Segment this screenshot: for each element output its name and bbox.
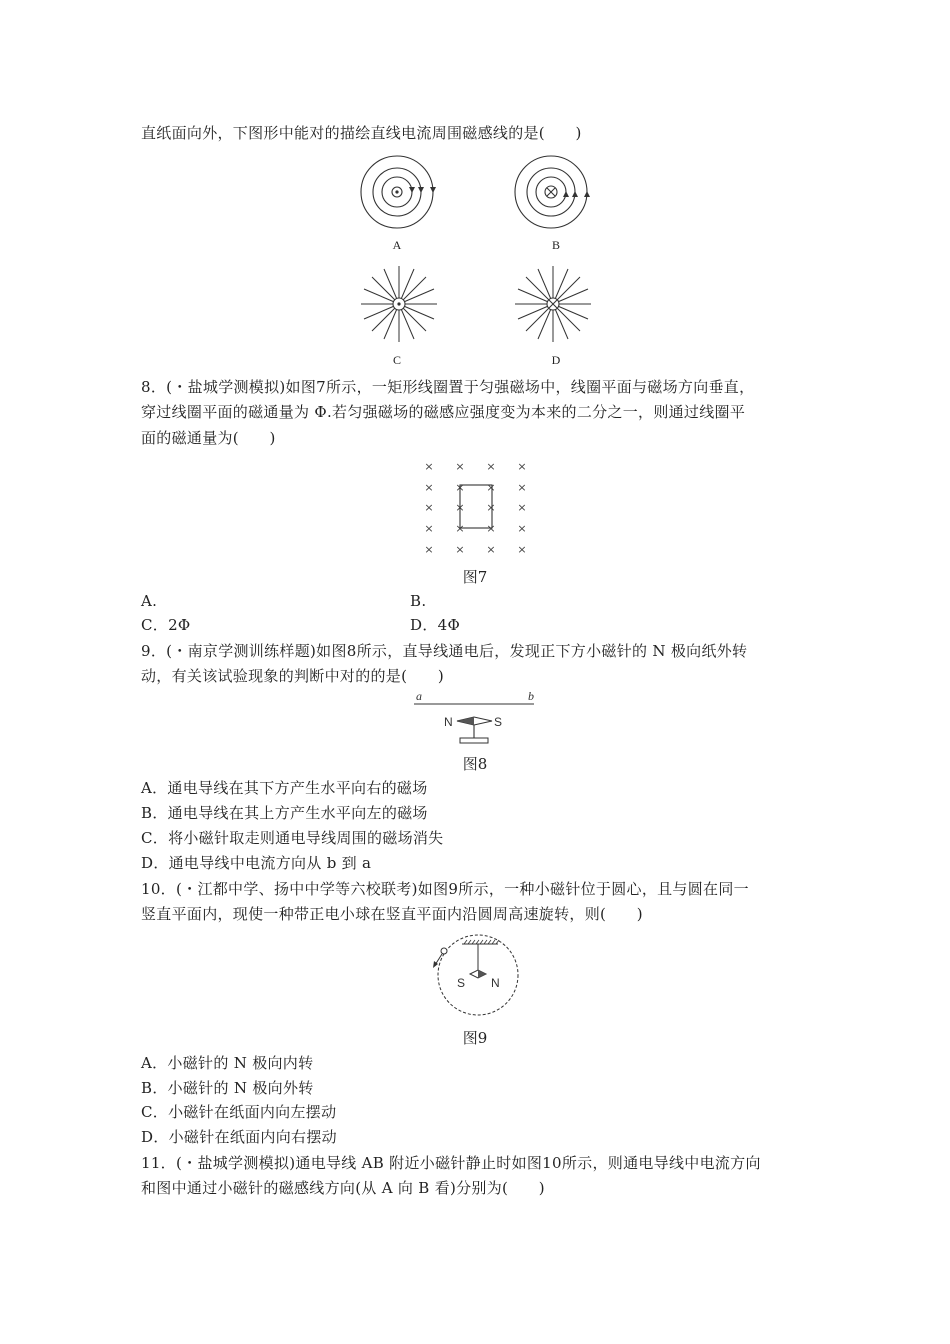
svg-text:×: ×	[486, 501, 496, 514]
option-b-caption: B	[551, 238, 560, 252]
svg-text:×: ×	[424, 501, 434, 514]
figure-7-caption: 图7	[462, 568, 488, 586]
svg-text:×: ×	[517, 543, 527, 556]
q8-line-2: 穿过线圈平面的磁通量为 Φ.若匀强磁场的磁感应强度变为本来的二分之一，则通过线圈平	[141, 403, 746, 421]
q11-line-1: 11．(・盐城学测模拟)通电导线 AB 附近小磁针静止时如图10所示，则通电导线中电流方向	[141, 1154, 761, 1172]
svg-text:×: ×	[424, 460, 434, 473]
figure-9-caption: 图9	[462, 1029, 488, 1047]
svg-text:×: ×	[486, 543, 496, 556]
figure-8-caption: 图8	[462, 755, 488, 773]
svg-text:×: ×	[424, 481, 434, 494]
figure-9-circle-needle	[430, 932, 522, 1018]
q9-option-c: C．将小磁针取走则通电导线周围的磁场消失	[141, 829, 444, 847]
intro-line: 直纸面向外，下图形中能对的描绘直线电流周围磁感线的是( )	[141, 124, 582, 142]
svg-text:×: ×	[455, 543, 465, 556]
svg-text:×: ×	[424, 522, 434, 535]
q10-line-2: 竖直平面内，现使一种带正电小球在竖直平面内沿圆周高速旋转，则( )	[141, 905, 643, 923]
wire-label-b: b	[528, 689, 534, 703]
svg-text:×: ×	[455, 501, 465, 514]
figure-option-c	[357, 262, 441, 346]
figure-7-magnetic-field-coil	[420, 458, 532, 558]
svg-text:×: ×	[455, 481, 465, 494]
needle-n-label: N	[491, 976, 500, 990]
svg-text:×: ×	[517, 460, 527, 473]
q8-line-1: 8．(・盐城学测模拟)如图7所示，一矩形线圈置于匀强磁场中，线圈平面与磁场方向垂直，	[141, 378, 755, 396]
q9-option-a: A．通电导线在其下方产生水平向右的磁场	[141, 779, 428, 797]
option-d-caption: D	[551, 353, 561, 367]
q9-option-b: B．通电导线在其上方产生水平向左的磁场	[141, 804, 428, 822]
q9-line-2: 动，有关该试验现象的判断中对的的是( )	[141, 667, 445, 685]
needle-n-label: N	[444, 715, 453, 729]
q10-option-a: A．小磁针的 N 极向内转	[141, 1054, 314, 1072]
figure-8-wire-needle	[412, 690, 538, 746]
needle-s-label: S	[494, 715, 503, 729]
q10-option-c: C．小磁针在纸面内向左摆动	[141, 1103, 337, 1121]
svg-text:×: ×	[486, 460, 496, 473]
svg-text:×: ×	[517, 481, 527, 494]
q8-option-d: D．4Φ	[410, 616, 461, 634]
option-a-caption: A	[392, 238, 402, 252]
svg-text:×: ×	[424, 543, 434, 556]
needle-s-label: S	[457, 976, 466, 990]
wire-label-a: a	[416, 689, 422, 703]
q9-option-d: D．通电导线中电流方向从 b 到 a	[141, 854, 372, 872]
q8-option-b: B.	[410, 592, 427, 610]
svg-text:×: ×	[455, 460, 465, 473]
svg-text:×: ×	[517, 522, 527, 535]
figure-option-b	[513, 155, 593, 235]
svg-text:×: ×	[486, 522, 496, 535]
figure-option-a	[359, 155, 439, 235]
figure-option-d	[511, 262, 595, 346]
q11-line-2: 和图中通过小磁针的磁感线方向(从 A 向 B 看)分别为( )	[141, 1179, 545, 1197]
q10-line-1: 10．(・江都中学、扬中中学等六校联考)如图9所示，一种小磁针位于圆心，且与圆在同一	[141, 880, 749, 898]
q10-option-b: B．小磁针的 N 极向外转	[141, 1079, 314, 1097]
q9-line-1: 9．(・南京学测训练样题)如图8所示，直导线通电后，发现正下方小磁针的 N 极向纸外转	[141, 642, 748, 660]
q10-option-d: D．小磁针在纸面内向右摆动	[141, 1128, 337, 1146]
q8-option-a: A.	[141, 592, 158, 610]
option-c-caption: C	[392, 353, 401, 367]
q8-line-3: 面的磁通量为( )	[141, 429, 276, 447]
svg-text:×: ×	[486, 481, 496, 494]
svg-text:×: ×	[455, 522, 465, 535]
q8-option-c: C．2Φ	[141, 616, 191, 634]
svg-text:×: ×	[517, 501, 527, 514]
